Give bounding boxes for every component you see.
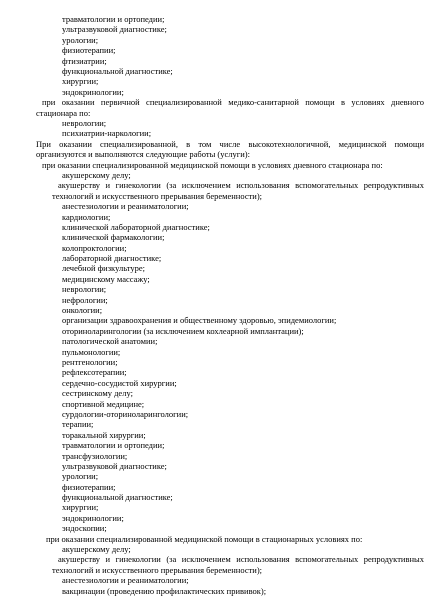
list-item: торакальной хирургии; (62, 429, 146, 440)
list-item: терапии; (62, 419, 94, 430)
list-item: сердечно-сосудистой хирургии; (62, 377, 177, 388)
list-item: ультразвуковой диагностике; (62, 460, 167, 471)
list-item: клинической лабораторной диагностике; (62, 221, 210, 232)
list-item: эндокринологии; (62, 86, 124, 97)
obstetrics-item: акушерству и гинекологии (за исключением использования вспомогательных репродуктивных технологий и искусственного прерывания беременности); (52, 554, 424, 575)
day-hospital-heading: при оказании первичной специализированной медико-санитарной помощи в условиях дневного стационара по: (36, 97, 424, 118)
list-item: физиотерапии; (62, 481, 116, 492)
list-item: эндоскопии; (62, 523, 107, 534)
list-item: эндокринологии; (62, 512, 124, 523)
document-body (36, 14, 424, 596)
inpatient-heading: при оказании специализированной медицинской помощи в стационарных условиях по: (46, 533, 363, 544)
list-item: хирургии; (62, 76, 99, 87)
list-item: медицинскому массажу; (62, 273, 150, 284)
list-item: фтизиатрии; (62, 55, 107, 66)
list-item: травматологии и ортопедии; (62, 440, 165, 451)
list-item: физиотерапии; (62, 45, 116, 56)
list-item: урологии; (62, 34, 99, 45)
list-item: неврологии; (62, 284, 107, 295)
list-item: клинической фармакологии; (62, 232, 165, 243)
list-item: лабораторной диагностике; (62, 253, 162, 264)
list-item: анестезиологии и реаниматологии; (62, 201, 189, 212)
list-item: организации здравоохранения и общественному здоровью, эпидемиологии; (62, 315, 337, 326)
list-item: патологической анатомии; (62, 336, 158, 347)
specialized-day-heading: при оказании специализированной медицинской помощи в условиях дневного стационара по: (42, 159, 383, 170)
specialized-intro: При оказании специализированной, в том числе высокотехнологичной, медицинской помощи организуются и выполняются следующие работы (услуги): (36, 138, 424, 160)
list-item: сестринскому делу; (62, 388, 133, 399)
list-item: сурдологии-оториноларингологии; (62, 408, 189, 419)
obstetrics-item: акушерству и гинекологии (за исключением использования вспомогательных репродуктивных технологий и искусственного прерывания беременности); (52, 180, 424, 201)
list-item: урологии; (62, 471, 99, 482)
list-item: трансфузиологии; (62, 450, 128, 461)
list-item: функциональной диагностике; (62, 65, 173, 76)
list-item: травматологии и ортопедии; (62, 14, 165, 24)
list-item: неврологии; (62, 117, 107, 128)
list-item: нефрологии; (62, 294, 108, 305)
list-item: пульмонологии; (62, 346, 121, 357)
list-item: анестезиологии и реаниматологии; (62, 575, 189, 586)
list-item: рефлексотерапии; (62, 367, 127, 378)
list-item: психиатрии-наркологии; (62, 128, 152, 139)
list-item: ультразвуковой диагностике; (62, 24, 167, 35)
list-item: онкологии; (62, 305, 103, 316)
list-item: колопроктологии; (62, 242, 127, 253)
list-item: лечебной физкультуре; (62, 263, 145, 274)
list-item: оториноларингологии (за исключением кохлеарной имплантации); (62, 325, 304, 336)
list-item: вакцинации (проведению профилактических прививок); (62, 585, 267, 596)
list-item: функциональной диагностике; (62, 492, 173, 503)
list-item: кардиологии; (62, 211, 111, 222)
list-item: хирургии; (62, 502, 99, 513)
list-item: акушерскому делу; (62, 169, 131, 180)
list-item: спортивной медицине; (62, 398, 145, 409)
list-item: акушерскому делу; (62, 544, 131, 555)
list-item: рентгенологии; (62, 357, 118, 367)
